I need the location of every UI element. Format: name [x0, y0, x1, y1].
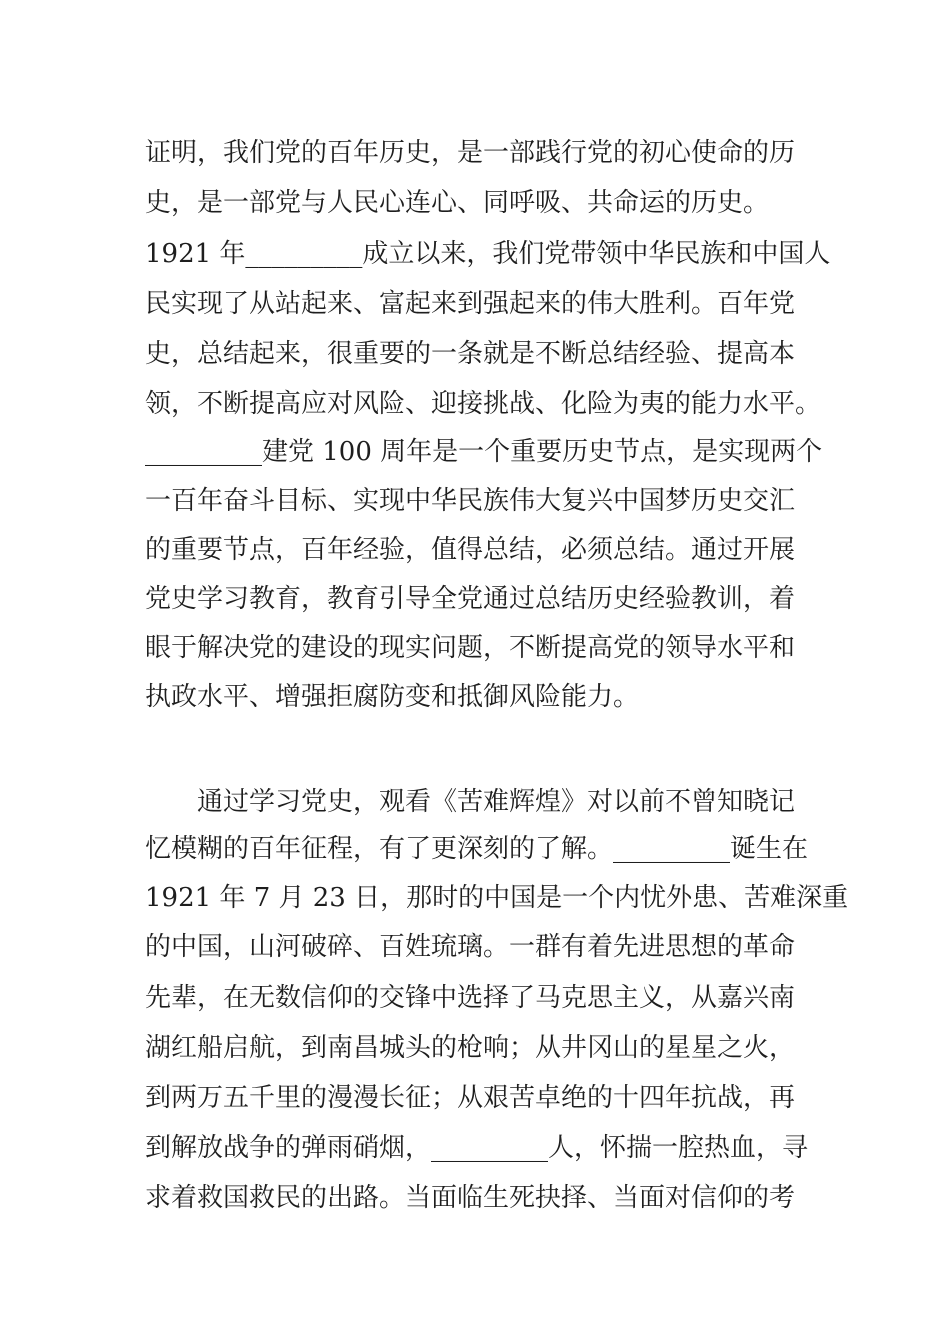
text-line: 的中国，山河破碎、百姓琉璃。一群有着先进思想的革命: [145, 932, 796, 962]
text-line: 执政水平、增强拒腐防变和抵御风险能力。: [145, 682, 640, 712]
text-line: 1921 年_________成立以来，我们党带领中华民族和中国人: [145, 239, 831, 269]
text-line: 眼于解决党的建设的现实问题，不断提高党的领导水平和: [145, 633, 796, 663]
text-line: 党史学习教育，教育引导全党通过总结历史经验教训，着: [145, 584, 796, 614]
text-line: 1921 年 7 月 23 日，那时的中国是一个内忧外患、苦难深重: [145, 883, 849, 913]
text-line: 民实现了从站起来、富起来到强起来的伟大胜利。百年党: [145, 289, 796, 319]
text-line: 的重要节点，百年经验，值得总结，必须总结。通过开展: [145, 535, 796, 565]
text-line: 到解放战争的弹雨硝烟，_________人，怀揣一腔热血，寻: [145, 1133, 809, 1163]
text-line: 史，是一部党与人民心连心、同呼吸、共命运的历史。: [145, 188, 770, 218]
text-line: 证明，我们党的百年历史，是一部践行党的初心使命的历: [145, 138, 796, 168]
text-line: _________建党 100 周年是一个重要历史节点，是实现两个: [145, 437, 823, 467]
text-line: 史，总结起来，很重要的一条就是不断总结经验、提高本: [145, 339, 796, 369]
text-line: 忆模糊的百年征程，有了更深刻的了解。_________诞生在: [145, 834, 809, 864]
text-line: 求着救国救民的出路。当面临生死抉择、当面对信仰的考: [145, 1183, 796, 1213]
text-line: 湖红船启航，到南昌城头的枪响；从井冈山的星星之火，: [145, 1033, 796, 1063]
text-line: 领，不断提高应对风险、迎接挑战、化险为夷的能力水平。: [145, 389, 822, 419]
text-line: 通过学习党史，观看《苦难辉煌》对以前不曾知晓记: [145, 787, 796, 817]
text-line: 一百年奋斗目标、实现中华民族伟大复兴中国梦历史交汇: [145, 486, 796, 516]
text-line: 先辈，在无数信仰的交锋中选择了马克思主义，从嘉兴南: [145, 983, 796, 1013]
text-line: 到两万五千里的漫漫长征；从艰苦卓绝的十四年抗战，再: [145, 1083, 796, 1113]
